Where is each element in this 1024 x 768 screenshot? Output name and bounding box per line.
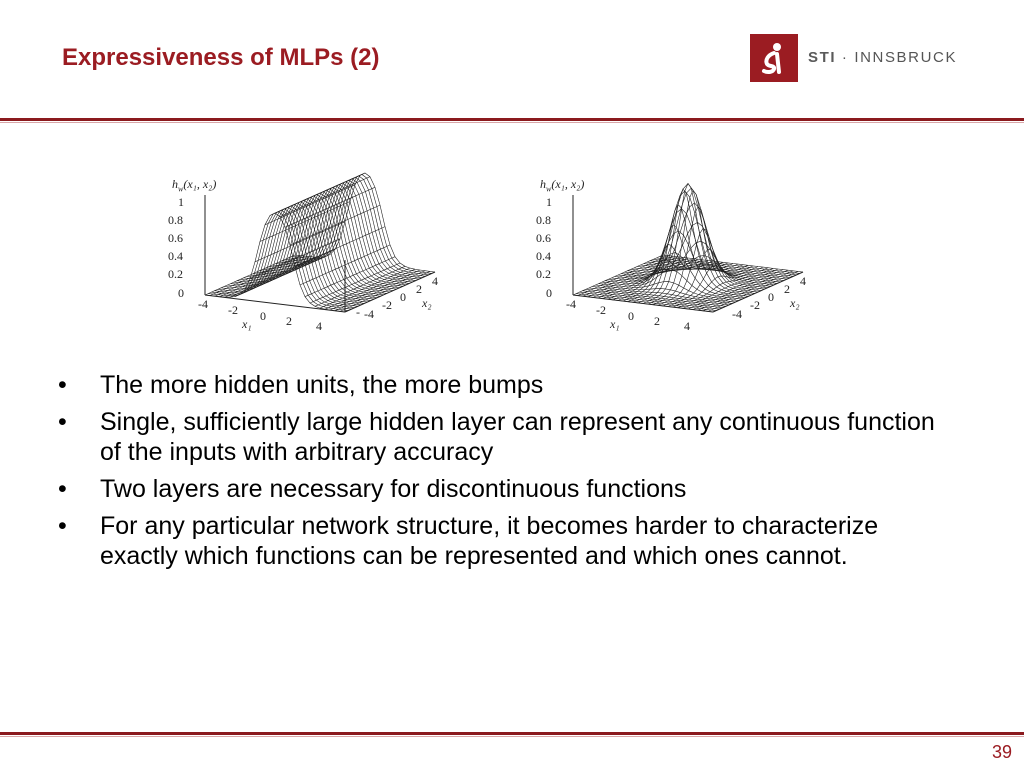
bullet-dot: • [58, 408, 67, 436]
x1-tick: 0 [260, 309, 266, 323]
x1-tick: 4 [316, 319, 322, 333]
logo-name: INNSBRUCK [854, 49, 958, 66]
footer-divider [0, 732, 1024, 735]
x1-tick: -4 [566, 297, 576, 311]
footer-divider-shadow [0, 736, 1024, 737]
slide-title: Expressiveness of MLPs (2) [62, 44, 380, 71]
bullet-dot: • [58, 512, 67, 540]
z-tick: 1 [546, 195, 552, 209]
z-tick: 0.4 [168, 249, 183, 263]
x2-axis-label: x₂ [422, 296, 432, 310]
logo-wordmark [808, 49, 957, 66]
bullet-item: • Single, sufficiently large hidden layer can represent any continuous function of the inputs with arbitrary accuracy [58, 408, 935, 466]
z-tick: 1 [178, 195, 184, 209]
x1-tick: -2 [596, 303, 606, 317]
zlabel: $h_w(x_1$, x₂) [540, 177, 585, 194]
z-tick: 0.8 [536, 213, 551, 227]
bullet-item: • For any particular network structure, it becomes harder to characterize exactly which functions can be represented and which ones cannot. [58, 512, 879, 570]
z-tick: 0.6 [536, 231, 551, 245]
axis-dash: - [356, 305, 360, 319]
x2-tick: 2 [416, 282, 422, 296]
x1-tick: -4 [198, 297, 208, 311]
x2-tick: -4 [732, 307, 742, 321]
z-tick: 0.4 [536, 249, 551, 263]
x2-tick: 2 [784, 282, 790, 296]
x2-tick: 4 [432, 274, 438, 288]
x1-tick: 4 [684, 319, 690, 333]
x2-axis-label: x₂ [790, 296, 800, 310]
sti-logo-mark-icon [750, 34, 798, 82]
x1-axis-label: x₁ [610, 317, 620, 331]
x1-axis-label: x₁ [242, 317, 252, 331]
x2-tick: -2 [750, 298, 760, 312]
x2-tick: -2 [382, 298, 392, 312]
logo-brand: STI [808, 49, 837, 66]
bullet-item: • The more hidden units, the more bumps [58, 371, 544, 399]
z-tick: 0.6 [168, 231, 183, 245]
bullet-dot: • [58, 475, 67, 503]
x1-tick: 2 [654, 314, 660, 328]
bump-surface-plot [528, 160, 828, 345]
x2-tick: 0 [768, 290, 774, 304]
bullet-item: • Two layers are necessary for discontinuous functions [58, 475, 687, 503]
logo-separator: · [841, 49, 849, 66]
zlabel: $h_w(x_1$, x₂) [172, 177, 217, 194]
z-tick: 0.8 [168, 213, 183, 227]
bullet-dot: • [58, 371, 67, 399]
x2-tick: 4 [800, 274, 806, 288]
z-tick: 0 [546, 286, 552, 300]
x1-tick: 0 [628, 309, 634, 323]
ridge-surface-plot [160, 160, 460, 345]
header-divider [0, 118, 1024, 121]
z-tick: 0 [178, 286, 184, 300]
x2-tick: 0 [400, 290, 406, 304]
z-tick: 0.2 [168, 267, 183, 281]
x1-tick: 2 [286, 314, 292, 328]
sti-innsbruck-logo [750, 34, 958, 84]
page-number: 39 [991, 742, 1012, 762]
x2-tick: -4 [364, 307, 374, 321]
header-divider-shadow [0, 122, 1024, 123]
z-tick: 0.2 [536, 267, 551, 281]
x1-tick: -2 [228, 303, 238, 317]
bullet-list [58, 370, 958, 578]
